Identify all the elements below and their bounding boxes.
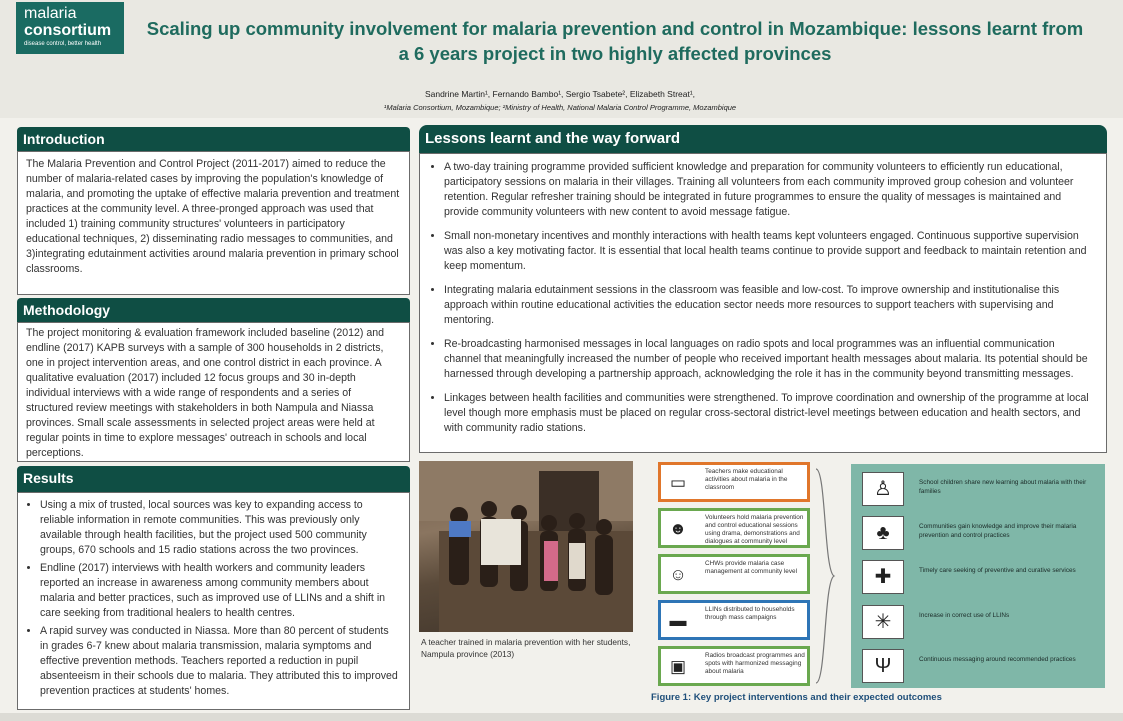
affiliations: ¹Malaria Consortium, Mozambique; ²Ministry of Health, National Malaria Control Programme, Mozambique bbox=[383, 103, 737, 112]
methodology-heading: Methodology bbox=[17, 298, 410, 322]
methodology-text: The project monitoring & evaluation framework included baseline (2012) and endline (2017) KAPB surveys with a sample of 300 households in 2 districts, one in project intervention areas, and one control district in each province. A qualitative evaluation (2017) included 12 focus groups and 30 in-depth individual interviews with a wide range of respondents and a series of structured review meetings with stakeholders in both Nampula and Niassa provinces. Small scale assessments in selected project areas were held at regular points in time to explore messages' outreach in schools and local perceptions. bbox=[26, 327, 385, 459]
poster-title: Scaling up community involvement for malaria prevention and control in Mozambique: lessons learnt from a 6 years project in two highly affected provinces bbox=[146, 18, 1084, 64]
results-list bbox=[24, 498, 399, 699]
outcome-text: School children share new learning about malaria with their families bbox=[919, 479, 1087, 495]
outcome-text: Timely care seeking of preventive and curative services bbox=[919, 567, 1076, 574]
results-item: • A rapid survey was conducted in Niassa. More than 80 percent of students in grades 6-7 knew about malaria transmission, malaria symptoms and effective prevention methods. Teachers reported a reduction in pupil absenteeism in their schools due to malaria. They attributed this to improved prevention practices at students' homes. bbox=[40, 624, 399, 699]
footer-bar bbox=[0, 713, 1123, 721]
introduction-text: The Malaria Prevention and Control Project (2011-2017) aimed to reduce the number of malaria-related cases by improving the population's knowledge of malaria, and promoting the uptake of effective malaria prevention and treatment practices at the community level. A three-pronged approach was used that included 1) training community structures' volunteers in participatory educational techniques, 2) disseminating radio messages to communities, and 3)integrating edutainment activities around malaria prevention in primary school classrooms. bbox=[26, 158, 400, 275]
intervention-box bbox=[658, 508, 810, 548]
mosquito-net-icon: ✳ bbox=[862, 605, 904, 639]
logo-line2: consortium bbox=[24, 22, 112, 39]
first-aid-icon: ✚ bbox=[862, 560, 904, 594]
intervention-text: CHWs provide malaria case management at community level bbox=[705, 560, 797, 575]
intervention-box bbox=[658, 600, 810, 640]
lessons-item: • Linkages between health facilities and communities were strengthened. To improve coordination and ownership of the programme at local level though more emphasis must be placed on regular cross-sectoral district-level meetings between education and health sectors, and with community radio stations. bbox=[444, 391, 1094, 436]
lessons-heading: Lessons learnt and the way forward bbox=[419, 125, 1107, 153]
health-workers-icon: ☺ bbox=[669, 565, 687, 584]
outcome-row bbox=[859, 603, 1099, 641]
lessons-item: • A two-day training programme provided sufficient knowledge and preparation for community volunteers to efficiently run educational, participatory sessions on malaria in their villages. Training all volunteers from each community improved group cohesion and volunteer retention. Regular refresher training should be integrated in future programmes to ensure the quality of messages is maintained and provide community volunteers with new content to avoid message fatigue. bbox=[444, 160, 1094, 220]
intervention-text: Teachers make educational activities about malaria in the classroom bbox=[705, 468, 788, 491]
lessons-item: • Integrating malaria edutainment sessions in the classroom was feasible and low-cost. To improve ownership and institutionalise this approach within routine educational activities the education sector needs more resources to support teachers with supervising and mentoring. bbox=[444, 283, 1094, 328]
outcome-text: Communities gain knowledge and improve their malaria prevention and control practices bbox=[919, 523, 1077, 539]
results-panel bbox=[17, 492, 410, 710]
lessons-item: • Small non-monetary incentives and monthly interactions with health teams kept volunteers engaged. Continuous supportive supervision was also a key motivating factor. It is essential that local health teams continue to provide support and feedback to maintain retention and keep momentum. bbox=[444, 229, 1094, 274]
lessons-panel bbox=[419, 153, 1107, 453]
introduction-heading: Introduction bbox=[17, 127, 410, 151]
radio-icon: ▣ bbox=[669, 657, 687, 676]
outcome-text: Increase in correct use of LLINs bbox=[919, 612, 1010, 619]
results-item: • Endline (2017) interviews with health workers and community leaders reported an increase in awareness among community members about malaria and better practices, such as improved use of LLINs and a shift in care seeking from traditional healers to health centres. bbox=[40, 561, 399, 621]
truck-icon: ▬ bbox=[669, 611, 687, 630]
family-icon: ♙ bbox=[862, 472, 904, 506]
intervention-text: Radios broadcast programmes and spots with harmonized messaging about malaria bbox=[705, 652, 805, 675]
outcome-row bbox=[859, 470, 1099, 508]
teacher-students-photo bbox=[419, 461, 633, 632]
intervention-box bbox=[658, 646, 810, 686]
photo-caption: A teacher trained in malaria prevention with her students, Nampula province (2013) bbox=[421, 637, 631, 659]
methodology-panel bbox=[17, 322, 410, 462]
outcome-row bbox=[859, 558, 1099, 596]
figure-caption: Figure 1: Key project interventions and their expected outcomes bbox=[651, 692, 942, 703]
outcome-row bbox=[859, 647, 1099, 685]
antenna-icon: Ψ bbox=[862, 649, 904, 683]
poster-header bbox=[0, 0, 1123, 118]
results-heading: Results bbox=[17, 466, 410, 492]
intervention-text: Volunteers hold malaria prevention and control educational sessions using drama, demonstrations and dialogues at community level bbox=[705, 514, 804, 545]
authors: Sandrine Martin¹, Fernando Bambo¹, Sergio Tsabete², Elizabeth Streat¹, bbox=[424, 89, 696, 99]
lessons-list bbox=[428, 160, 1094, 436]
outcome-row bbox=[859, 514, 1099, 552]
intervention-box bbox=[658, 554, 810, 594]
group-session-icon: ☻ bbox=[669, 519, 687, 538]
malaria-consortium-logo bbox=[16, 2, 124, 54]
results-item: • Using a mix of trusted, local sources was key to expanding access to reliable information in remote communities. This was previously only available through health facilities, but the project used 500 community groups, 670 schools and 15 radio stations across the two provinces. bbox=[40, 498, 399, 558]
community-icon: ♣ bbox=[862, 516, 904, 550]
outcome-text: Continuous messaging around recommended practices bbox=[919, 656, 1076, 663]
introduction-panel bbox=[17, 151, 410, 295]
intervention-box bbox=[658, 462, 810, 502]
lessons-item: • Re-broadcasting harmonised messages in local languages on radio spots and local programmes was an influential communication channel that meaningfully increased the number of people who received important health messages about malaria. Its potential should be harnessed through developing a partnership approach, acknowledging the role it has in the community beyond transmitting messages. bbox=[444, 337, 1094, 382]
photo-illustration bbox=[419, 461, 633, 632]
bracket-connector bbox=[812, 461, 842, 691]
logo-line1: malaria bbox=[24, 5, 77, 22]
logo-tagline: disease control, better health bbox=[24, 41, 102, 47]
intervention-text: LLINs distributed to households through mass campaigns bbox=[705, 606, 795, 621]
teacher-board-icon: ▭ bbox=[669, 473, 687, 492]
